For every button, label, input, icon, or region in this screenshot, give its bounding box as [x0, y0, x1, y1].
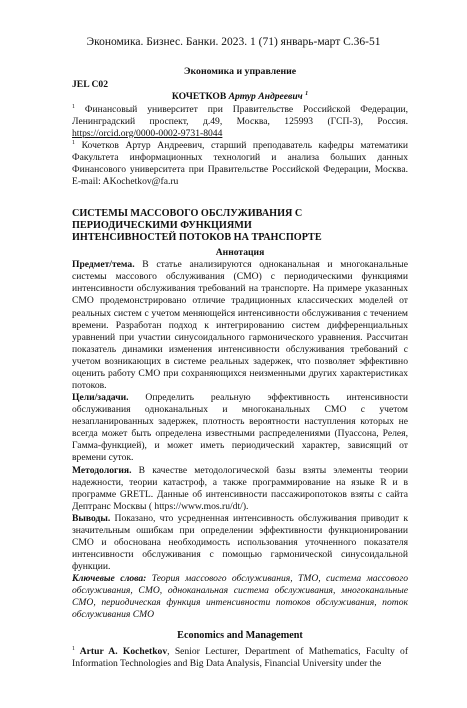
english-section-heading: Economics and Management	[177, 629, 303, 641]
section-heading: Экономика и управление	[183, 66, 297, 77]
title-line-1: СИСТЕМЫ МАССОВОГО ОБСЛУЖИВАНИЯ С	[72, 208, 303, 220]
author-affil-marker: 1	[305, 91, 309, 98]
abstract-subject	[72, 259, 408, 392]
article-title	[72, 208, 408, 244]
en-affil-marker: 1	[72, 646, 75, 653]
subject-text: В статье анализируются одноканальная и многоканальные системы массового обслуживания (СМО) с периодическими функциями интенсивности обслуживания требований на транспорте. На примере указанных СМО продемонстрировано отличие традиционных классических моделей от реальных систем с учетом меняющейся интенсивности обслуживания с течением времени. Разработан подход к интегрированию систем дифференциальных уравнений при участии синусоидального гармонического уравнения. Рассчитан показатель динамики изменения интенсивности обслуживания требований с учетом возникающих в системе реальных задержек, что позволяет эффективно оценить работу СМО при сохраняющихся неизменными других характеристиках потоков.	[72, 259, 408, 391]
abstract-methodology	[72, 465, 408, 513]
keywords-label: Ключевые слова:	[72, 573, 147, 585]
affil-1-marker: 1	[72, 103, 75, 110]
english-affiliation	[72, 646, 408, 670]
affiliation-1	[72, 104, 408, 140]
methodology-label: Методология.	[72, 464, 132, 476]
affiliation-2	[72, 140, 408, 188]
goals-label: Цели/задачи.	[72, 392, 129, 404]
author-surname: КОЧЕТКОВ	[171, 91, 227, 103]
methodology-text: В качестве методологической базы взяты элементы теории надежности, теории катастроф, а также программирование на языке R и в программе GRETL. Данные об интенсивности пассажиропотоков взяты с сайта Дептранс Москвы ( https://www.mos.ru/dt/).	[72, 464, 408, 512]
keywords-text: Теория массового обслуживания, ТМО, система массового обслуживания, СМО, одноканальная система обслуживания, многоканальные СМО, периодическая функция интенсивности потоков обслуживания, поток обслуживания СМО	[72, 573, 408, 621]
article-body	[72, 66, 408, 671]
author-line	[72, 91, 408, 103]
abstract-goals	[72, 392, 408, 464]
en-affil-text: , Senior Lecturer, Department of Mathematics, Faculty of Information Technologies and Big Data Analysis, Financial University under the	[72, 646, 409, 670]
abstract-results	[72, 513, 408, 573]
orcid-link[interactable]: https://orcid.org/0000-0002-9731-8044	[72, 127, 223, 139]
results-label: Выводы.	[72, 512, 111, 524]
goals-text: Определить реальную эффективность интенсивности обслуживания одноканальных и многоканальных СМО с учетом незапланированных задержек, плотность вероятности наступления которых не всегда может быть определена известными распределениями (Пуассона, Релея, Гамма-функцией), и может иметь периодический характер, зависящий от времени суток.	[72, 392, 408, 464]
affil-1-text: Финансовый университет при Правительстве Российской Федерации, Ленинградский проспект, д.49, Москва, 125993 (ГСП-3), Россия.	[72, 103, 408, 127]
affil-2-marker: 1	[72, 139, 75, 146]
title-line-2: ПЕРИОДИЧЕСКИМИ ФУНКЦИЯМИ	[72, 220, 252, 232]
jel-code: JEL C02	[72, 79, 108, 91]
running-head: Экономика. Бизнес. Банки. 2023. 1 (71) январь-март С.36-51	[86, 36, 381, 48]
abstract-heading: Аннотация	[215, 247, 265, 259]
author-given-names: Артур Андреевич	[226, 91, 303, 103]
results-text: Показано, что усредненная интенсивность обслуживания приводит к значительным ошибкам при определении эффективности функционировании СМО и обоснована необходимость использования уточненного показателя интенсивности обслуживания с помощью гармонической синусоидальной функции.	[72, 512, 408, 573]
title-line-3: ИНТЕНСИВНОСТЕЙ ПОТОКОВ НА ТРАНСПОРТЕ	[72, 232, 322, 244]
en-author-name: Artur A. Kochetkov	[75, 646, 168, 658]
subject-label: Предмет/тема.	[72, 259, 135, 271]
keywords	[72, 573, 408, 621]
affil-2-text: Кочетков Артур Андреевич, старший преподаватель кафедры математики Факультета информационных технологий и анализа больших данных Финансового университета при Правительстве Российской Федерации, Москва. E-mail: AKochetkov@fa.ru	[72, 139, 408, 187]
